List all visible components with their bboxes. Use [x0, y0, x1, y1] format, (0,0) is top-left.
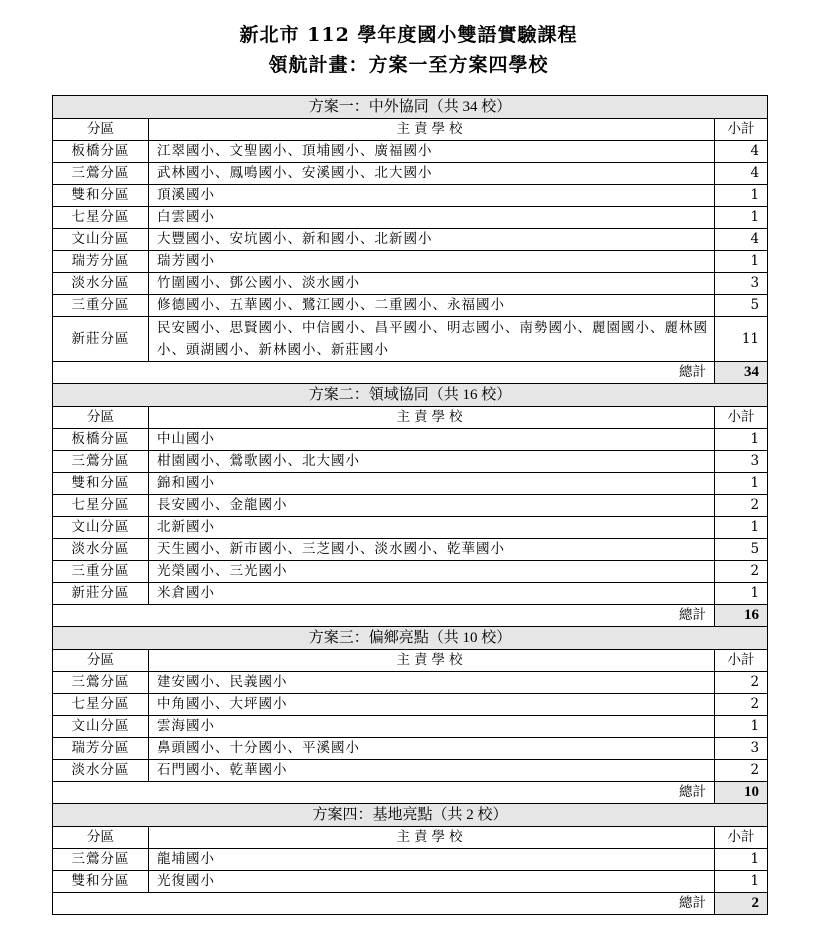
schools-cell: 大豐國小、安坑國小、新和國小、北新國小: [149, 229, 715, 251]
total-value: 2: [715, 893, 768, 915]
table-row: [53, 251, 768, 273]
plan-heading-row: [53, 384, 768, 407]
column-header-row: [53, 119, 768, 141]
table-row: [53, 317, 768, 362]
district-cell: 文山分區: [53, 517, 149, 539]
district-cell: 文山分區: [53, 229, 149, 251]
district-cell: 雙和分區: [53, 185, 149, 207]
schools-cell: 白雲國小: [149, 207, 715, 229]
subtotal-cell: 5: [715, 539, 768, 561]
schools-cell: 修德國小、五華國小、鷺江國小、二重國小、永福國小: [149, 295, 715, 317]
district-header: 分區: [53, 407, 149, 429]
schools-cell: 石門國小、乾華國小: [149, 760, 715, 782]
subtotal-cell: 3: [715, 451, 768, 473]
subtotal-cell: 1: [715, 251, 768, 273]
district-cell: 七星分區: [53, 495, 149, 517]
total-value: 10: [715, 782, 768, 804]
district-header: 分區: [53, 650, 149, 672]
schools-table: [52, 95, 768, 915]
district-cell: 雙和分區: [53, 473, 149, 495]
schools-header: 主責學校: [149, 827, 715, 849]
schools-cell: 瑞芳國小: [149, 251, 715, 273]
schools-cell: 光榮國小、三光國小: [149, 561, 715, 583]
column-header-row: [53, 407, 768, 429]
subtotal-header: 小計: [715, 650, 768, 672]
district-header: 分區: [53, 119, 149, 141]
schools-cell: 江翠國小、文聖國小、頂埔國小、廣福國小: [149, 141, 715, 163]
district-cell: 淡水分區: [53, 760, 149, 782]
schools-cell: 柑園國小、鶯歌國小、北大國小: [149, 451, 715, 473]
district-header: 分區: [53, 827, 149, 849]
subtotal-cell: 2: [715, 760, 768, 782]
table-row: [53, 583, 768, 605]
schools-cell: 錦和國小: [149, 473, 715, 495]
table-row: [53, 517, 768, 539]
total-label: 總計: [53, 605, 715, 627]
subtotal-cell: 11: [715, 317, 768, 362]
schools-cell: 竹圍國小、鄧公國小、淡水國小: [149, 273, 715, 295]
table-row: [53, 429, 768, 451]
plan-heading-row: [53, 627, 768, 650]
schools-cell: 民安國小、思賢國小、中信國小、昌平國小、明志國小、南勢國小、麗園國小、麗林國小、頭湖國小、新林國小、新莊國小: [149, 317, 715, 362]
subtotal-cell: 1: [715, 473, 768, 495]
district-cell: 三鶯分區: [53, 672, 149, 694]
plan-heading: 方案四：基地亮點（共 2 校）: [53, 804, 768, 827]
total-row: [53, 605, 768, 627]
table-row: [53, 672, 768, 694]
table-row: [53, 849, 768, 871]
schools-cell: 鼻頭國小、十分國小、平溪國小: [149, 738, 715, 760]
district-cell: 雙和分區: [53, 871, 149, 893]
table-row: [53, 495, 768, 517]
district-cell: 淡水分區: [53, 273, 149, 295]
plan-heading-row: [53, 804, 768, 827]
plan-heading-row: [53, 96, 768, 119]
schools-cell: 建安國小、民義國小: [149, 672, 715, 694]
district-cell: 瑞芳分區: [53, 251, 149, 273]
table-row: [53, 295, 768, 317]
schools-cell: 中山國小: [149, 429, 715, 451]
plan-heading: 方案一：中外協同（共 34 校）: [53, 96, 768, 119]
table-row: [53, 738, 768, 760]
subtotal-header: 小計: [715, 827, 768, 849]
table-row: [53, 141, 768, 163]
schools-header: 主責學校: [149, 407, 715, 429]
total-label: 總計: [53, 782, 715, 804]
district-cell: 板橋分區: [53, 141, 149, 163]
subtotal-cell: 2: [715, 672, 768, 694]
subtotal-cell: 1: [715, 583, 768, 605]
subtotal-cell: 2: [715, 561, 768, 583]
schools-cell: 雲海國小: [149, 716, 715, 738]
total-row: [53, 893, 768, 915]
district-cell: 三重分區: [53, 295, 149, 317]
schools-cell: 頂溪國小: [149, 185, 715, 207]
subtotal-cell: 4: [715, 229, 768, 251]
subtotal-cell: 1: [715, 429, 768, 451]
subtotal-cell: 1: [715, 871, 768, 893]
plan-heading: 方案二：領域協同（共 16 校）: [53, 384, 768, 407]
schools-cell: 米倉國小: [149, 583, 715, 605]
subtotal-cell: 4: [715, 141, 768, 163]
plan-heading: 方案三：偏鄉亮點（共 10 校）: [53, 627, 768, 650]
district-cell: 板橋分區: [53, 429, 149, 451]
subtotal-cell: 1: [715, 185, 768, 207]
subtotal-cell: 1: [715, 207, 768, 229]
subtotal-header: 小計: [715, 407, 768, 429]
table-row: [53, 163, 768, 185]
district-cell: 三鶯分區: [53, 849, 149, 871]
schools-cell: 龍埔國小: [149, 849, 715, 871]
district-cell: 新莊分區: [53, 583, 149, 605]
column-header-row: [53, 827, 768, 849]
table-row: [53, 207, 768, 229]
subtotal-cell: 2: [715, 694, 768, 716]
table-row: [53, 716, 768, 738]
district-cell: 文山分區: [53, 716, 149, 738]
table-row: [53, 760, 768, 782]
subtotal-header: 小計: [715, 119, 768, 141]
schools-header: 主責學校: [149, 119, 715, 141]
total-row: [53, 362, 768, 384]
district-cell: 七星分區: [53, 207, 149, 229]
table-row: [53, 273, 768, 295]
subtotal-cell: 2: [715, 495, 768, 517]
table-row: [53, 185, 768, 207]
district-cell: 瑞芳分區: [53, 738, 149, 760]
schools-cell: 北新國小: [149, 517, 715, 539]
schools-cell: 中角國小、大坪國小: [149, 694, 715, 716]
schools-cell: 天生國小、新市國小、三芝國小、淡水國小、乾華國小: [149, 539, 715, 561]
table-row: [53, 473, 768, 495]
subtotal-cell: 5: [715, 295, 768, 317]
table-row: [53, 694, 768, 716]
total-label: 總計: [53, 893, 715, 915]
subtotal-cell: 3: [715, 738, 768, 760]
total-label: 總計: [53, 362, 715, 384]
subtotal-cell: 1: [715, 849, 768, 871]
schools-cell: 長安國小、金龍國小: [149, 495, 715, 517]
table-row: [53, 871, 768, 893]
table-row: [53, 229, 768, 251]
total-row: [53, 782, 768, 804]
table-row: [53, 539, 768, 561]
document-title: 新北市 112 學年度國小雙語實驗課程: [239, 24, 578, 46]
district-cell: 新莊分區: [53, 317, 149, 362]
subtotal-cell: 1: [715, 716, 768, 738]
document-subtitle: 領航計畫：方案一至方案四學校: [268, 54, 549, 76]
district-cell: 七星分區: [53, 694, 149, 716]
table-row: [53, 561, 768, 583]
table-row: [53, 451, 768, 473]
total-value: 16: [715, 605, 768, 627]
subtotal-cell: 1: [715, 517, 768, 539]
column-header-row: [53, 650, 768, 672]
district-cell: 淡水分區: [53, 539, 149, 561]
district-cell: 三鶯分區: [53, 451, 149, 473]
subtotal-cell: 3: [715, 273, 768, 295]
schools-header: 主責學校: [149, 650, 715, 672]
schools-cell: 光復國小: [149, 871, 715, 893]
district-cell: 三重分區: [53, 561, 149, 583]
total-value: 34: [715, 362, 768, 384]
subtotal-cell: 4: [715, 163, 768, 185]
district-cell: 三鶯分區: [53, 163, 149, 185]
schools-cell: 武林國小、鳳鳴國小、安溪國小、北大國小: [149, 163, 715, 185]
